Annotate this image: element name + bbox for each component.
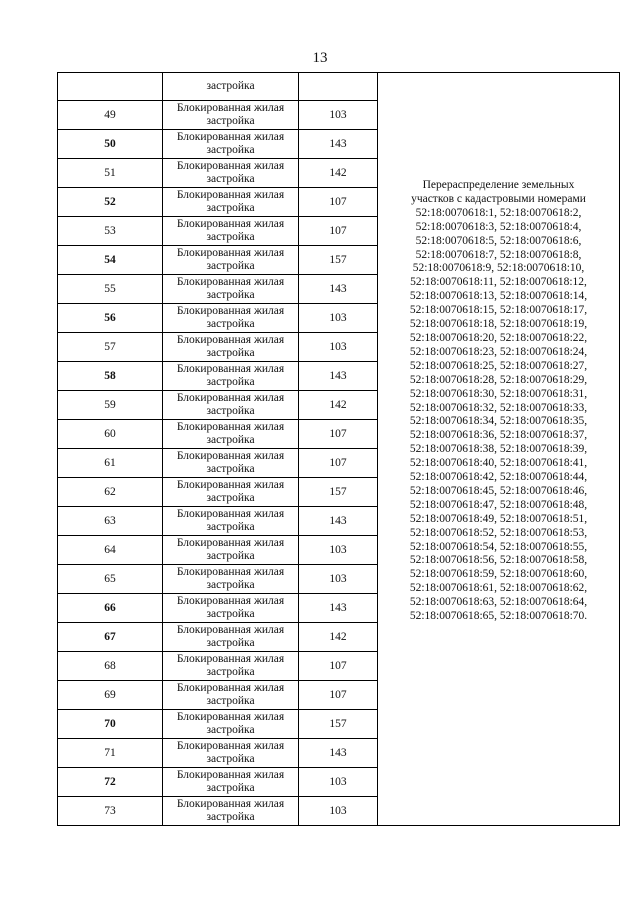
cell-type-line-1: Блокированная жилая [176,247,285,259]
cell-type-line-2: застройка [206,724,255,736]
cell-type [163,391,299,420]
table-body [58,73,620,826]
cell-type-line-1: Блокированная жилая [176,334,285,346]
cell-type-line-2: застройка [206,289,255,301]
cell-type-line-2: застройка [206,260,255,272]
cell-type [163,130,299,159]
land-plots-table [57,72,620,826]
cell-num: 71 [58,739,163,768]
cell-type-line-2: застройка [206,579,255,591]
cell-num: 50 [58,130,163,159]
cell-type-line-2: застройка [206,202,255,214]
cell-type-line-1: Блокированная жилая [176,537,285,549]
cell-type [163,507,299,536]
cell-area: 157 [299,478,378,507]
cadastral-line: 52:18:0070618:49, 52:18:0070618:51, [409,512,588,525]
cell-num: 58 [58,362,163,391]
cell-type-line-1: Блокированная жилая [176,798,285,810]
cell-type-line-2: застройка [206,463,255,475]
cell-area: 103 [299,797,378,826]
cadastral-numbers-list [378,207,619,624]
cell-area: 103 [299,101,378,130]
cell-area: 142 [299,159,378,188]
cell-area: 107 [299,217,378,246]
page-number: 13 [312,50,328,66]
cell-area: 143 [299,362,378,391]
cell-type-line-1: Блокированная жилая [176,450,285,462]
cadastral-line: 52:18:0070618:47, 52:18:0070618:48, [409,498,588,511]
cadastral-line: 52:18:0070618:42, 52:18:0070618:44, [409,471,588,484]
cadastral-line: 52:18:0070618:13, 52:18:0070618:14, [409,290,588,303]
cell-num: 66 [58,594,163,623]
cell-type-line-1: Блокированная жилая [176,218,285,230]
cell-type-line-1: Блокированная жилая [176,740,285,752]
cell-type-line-2: застройка [206,492,255,504]
cell-type-line-1: Блокированная жилая [176,131,285,143]
cadastral-line: 52:18:0070618:45, 52:18:0070618:46, [409,484,588,497]
cell-area: 157 [299,710,378,739]
cell-type-line-2: застройка [206,318,255,330]
cell-type-line-2: застройка [206,782,255,794]
cadastral-line: 52:18:0070618:11, 52:18:0070618:12, [410,276,587,289]
cadastral-line: 52:18:0070618:36, 52:18:0070618:37, [409,429,588,442]
note-title-line-2: участков с кадастровыми номерами [411,192,586,205]
cell-type-line-2: застройка [206,231,255,243]
cell-type [163,739,299,768]
cadastral-line: 52:18:0070618:63, 52:18:0070618:64, [409,596,588,609]
cell-type [163,246,299,275]
cell-num: 56 [58,304,163,333]
cell-num: 62 [58,478,163,507]
cell-type-line-1: Блокированная жилая [176,363,285,375]
cell-num: 68 [58,652,163,681]
cell-area: 143 [299,275,378,304]
cadastral-line: 52:18:0070618:59, 52:18:0070618:60, [409,568,588,581]
cell-num: 52 [58,188,163,217]
cell-type [163,681,299,710]
cell-num: 61 [58,449,163,478]
cell-area: 143 [299,594,378,623]
cell-type [163,217,299,246]
cell-type [163,101,299,130]
cell-type-line-2: застройка [206,434,255,446]
cell-num: 65 [58,565,163,594]
cell-type-line-2: застройка [206,550,255,562]
cadastral-line: 52:18:0070618:20, 52:18:0070618:22, [409,331,588,344]
cell-area: 107 [299,188,378,217]
cell-type-line-2: застройка [206,666,255,678]
cell-type-continued: застройка [163,73,299,101]
cell-type [163,652,299,681]
cell-type [163,768,299,797]
cell-num: 59 [58,391,163,420]
cell-num: 72 [58,768,163,797]
cell-type-line-1: Блокированная жилая [176,711,285,723]
cell-type [163,420,299,449]
cell-type-line-1: Блокированная жилая [176,102,285,114]
cadastral-line: 52:18:0070618:65, 52:18:0070618:70. [409,610,588,623]
cell-num: 60 [58,420,163,449]
cell-type-line-2: застройка [206,405,255,417]
cadastral-line: 52:18:0070618:18, 52:18:0070618:19, [409,318,588,331]
cell-type-line-2: застройка [206,115,255,127]
table-row-continued [58,73,620,101]
cadastral-line: 52:18:0070618:40, 52:18:0070618:41, [409,457,588,470]
cell-type-line-1: Блокированная жилая [176,189,285,201]
cell-area: 103 [299,565,378,594]
cadastral-line: 52:18:0070618:32, 52:18:0070618:33, [409,401,588,414]
cell-num: 49 [58,101,163,130]
cell-num: 73 [58,797,163,826]
cell-type-line-1: Блокированная жилая [176,479,285,491]
cell-type [163,159,299,188]
cell-num: 55 [58,275,163,304]
cell-area: 143 [299,507,378,536]
cell-type-line-1: Блокированная жилая [176,276,285,288]
cell-type-line-2: застройка [206,173,255,185]
cell-type [163,536,299,565]
cell-num: 57 [58,333,163,362]
cadastral-line: 52:18:0070618:7, 52:18:0070618:8, [415,248,582,261]
cell-num: 70 [58,710,163,739]
cell-type-line-1: Блокированная жилая [176,392,285,404]
cell-type-line-2: застройка [206,347,255,359]
cell-num: 63 [58,507,163,536]
cell-type-line-2: застройка [206,811,255,823]
cadastral-line: 52:18:0070618:23, 52:18:0070618:24, [409,345,588,358]
note-text [378,179,619,624]
cadastral-line: 52:18:0070618:34, 52:18:0070618:35, [409,415,588,428]
cadastral-line: 52:18:0070618:15, 52:18:0070618:17, [409,304,588,317]
cell-type-line-1: Блокированная жилая [176,595,285,607]
cell-type-line-2: застройка [206,753,255,765]
cell-area: 142 [299,623,378,652]
cadastral-line: 52:18:0070618:54, 52:18:0070618:55, [409,540,588,553]
cell-type-line-1: Блокированная жилая [176,653,285,665]
cadastral-line: 52:18:0070618:3, 52:18:0070618:4, [415,220,582,233]
cell-area: 107 [299,420,378,449]
cell-type-line-1: Блокированная жилая [176,624,285,636]
cadastral-line: 52:18:0070618:56, 52:18:0070618:58, [409,554,588,567]
cell-area: 103 [299,536,378,565]
cell-area: 142 [299,391,378,420]
cell-area: 107 [299,449,378,478]
cadastral-line: 52:18:0070618:38, 52:18:0070618:39, [409,443,588,456]
cell-area: 143 [299,130,378,159]
cell-num: 51 [58,159,163,188]
cell-area: 103 [299,333,378,362]
cadastral-line: 52:18:0070618:25, 52:18:0070618:27, [409,359,588,372]
cell-area: 103 [299,768,378,797]
note-cell [378,73,620,826]
cell-type [163,478,299,507]
cell-area: 107 [299,681,378,710]
cell-type-line-1: Блокированная жилая [176,769,285,781]
cell-num-empty [58,73,163,101]
cell-type-line-1: Блокированная жилая [176,566,285,578]
cell-type-line-1: Блокированная жилая [176,160,285,172]
cell-num: 67 [58,623,163,652]
cell-type [163,362,299,391]
cadastral-line: 52:18:0070618:9, 52:18:0070618:10, [412,262,585,275]
cell-type-line-2: застройка [206,695,255,707]
cell-type-line-1: Блокированная жилая [176,508,285,520]
cadastral-line: 52:18:0070618:1, 52:18:0070618:2, [415,206,582,219]
cadastral-line: 52:18:0070618:30, 52:18:0070618:31, [409,387,588,400]
cell-area: 107 [299,652,378,681]
cell-area: 103 [299,304,378,333]
cell-type-line-2: застройка [206,144,255,156]
cadastral-line: 52:18:0070618:5, 52:18:0070618:6, [415,234,582,247]
cell-area: 143 [299,739,378,768]
cadastral-line: 52:18:0070618:28, 52:18:0070618:29, [409,373,588,386]
cell-type-line-2: застройка [206,637,255,649]
cell-type-line-1: Блокированная жилая [176,305,285,317]
cell-type [163,710,299,739]
cell-type-line-2: застройка [206,521,255,533]
cell-type [163,594,299,623]
cell-type [163,304,299,333]
cell-type-line-1: Блокированная жилая [176,421,285,433]
cell-type-line-2: застройка [206,376,255,388]
cell-area-empty [299,73,378,101]
cell-type [163,275,299,304]
cadastral-line: 52:18:0070618:61, 52:18:0070618:62, [409,582,588,595]
cell-num: 64 [58,536,163,565]
cell-num: 54 [58,246,163,275]
cell-area: 157 [299,246,378,275]
cell-type-line-2: застройка [206,608,255,620]
cell-type [163,333,299,362]
cell-type [163,449,299,478]
cell-num: 69 [58,681,163,710]
note-title-line-1: Перераспределение земельных [422,179,575,191]
cell-type [163,188,299,217]
cell-type [163,797,299,826]
cell-type [163,565,299,594]
cell-type [163,623,299,652]
cell-num: 53 [58,217,163,246]
cadastral-line: 52:18:0070618:52, 52:18:0070618:53, [409,526,588,539]
cell-type-line-1: Блокированная жилая [176,682,285,694]
